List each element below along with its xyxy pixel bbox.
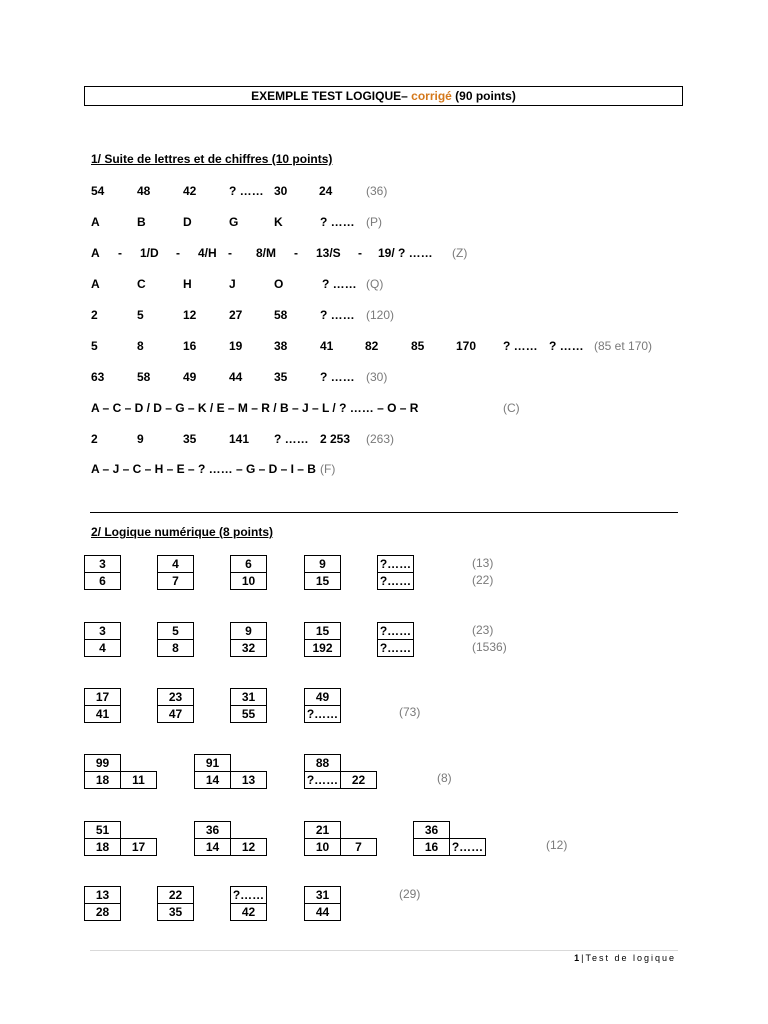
sequence-answer: (Q): [366, 277, 384, 291]
box-value: 12: [231, 839, 267, 856]
box-answer: (29): [399, 887, 421, 901]
number-box: [157, 622, 194, 657]
box-value: 9: [231, 623, 267, 640]
sequence-item: 16: [183, 339, 197, 353]
box-value: 41: [85, 706, 121, 723]
box-value: 11: [121, 772, 157, 789]
box-answer: (22): [472, 573, 494, 587]
box-value: 88: [305, 755, 341, 772]
box-value: 22: [158, 887, 194, 904]
box-value: 36: [414, 822, 450, 839]
box-value: 15: [305, 573, 341, 590]
box-value: 18: [85, 839, 121, 856]
sequence-item: 12: [183, 308, 197, 322]
box-value: 51: [85, 822, 121, 839]
box-value: 4: [85, 640, 121, 657]
sequence-item: A: [91, 215, 100, 229]
sequence-item: -: [294, 246, 298, 260]
sequence-item: 38: [274, 339, 288, 353]
box-value: 28: [85, 904, 121, 921]
box-value: ?……: [305, 706, 341, 723]
number-box: [230, 555, 267, 590]
sequence-item: K: [274, 215, 283, 229]
box-answer: (73): [399, 705, 421, 719]
section-divider: [90, 512, 678, 513]
box-value: ?……: [378, 623, 414, 640]
sequence-item: ? ……: [320, 215, 355, 229]
title-highlight: corrigé: [411, 89, 452, 103]
sequence-item: ? ……: [274, 432, 309, 446]
sequence-item: ? ……: [549, 339, 584, 353]
sequence-item: ? ……: [320, 370, 355, 384]
box-value: 36: [195, 822, 231, 839]
sequence-item: 63: [91, 370, 105, 384]
sequence-answer: (120): [366, 308, 395, 322]
sequence-item: -: [358, 246, 362, 260]
box-value: 3: [85, 623, 121, 640]
sequence-item: 58: [274, 308, 288, 322]
box-answer: (23): [472, 623, 494, 637]
number-box: [230, 622, 267, 657]
sequence-answer: (F): [320, 462, 336, 476]
box-value: 9: [305, 556, 341, 573]
box-answer: (13): [472, 556, 494, 570]
box-value: 44: [305, 904, 341, 921]
number-box: [304, 886, 341, 921]
box-value: ?……: [378, 640, 414, 657]
number-box: [194, 754, 267, 789]
sequence-item: 2: [91, 308, 98, 322]
box-value: 49: [305, 689, 341, 706]
number-box: [157, 886, 194, 921]
sequence-item: 85: [411, 339, 425, 353]
sequence-item: 5: [91, 339, 98, 353]
number-box: [84, 886, 121, 921]
page-footer: 1|Test de logique: [574, 953, 676, 963]
sequence-item: A: [91, 246, 100, 260]
sequence-item: 82: [365, 339, 379, 353]
sequence-answer: (85 et 170): [594, 339, 653, 353]
sequence-item: 24: [319, 184, 333, 198]
sequence-answer: (263): [366, 432, 395, 446]
sequence-item: 2 253: [320, 432, 351, 446]
sequence-answer: (Z): [452, 246, 468, 260]
box-value: 22: [341, 772, 377, 789]
box-value: 13: [231, 772, 267, 789]
sequence-item: D: [183, 215, 192, 229]
box-value: 47: [158, 706, 194, 723]
sequence-item: 5: [137, 308, 144, 322]
sequence-item: 48: [137, 184, 151, 198]
number-box: [157, 555, 194, 590]
number-box: [304, 555, 341, 590]
box-answer: (1536): [472, 640, 507, 654]
page-number: 1: [574, 953, 582, 963]
box-value: 31: [305, 887, 341, 904]
section2-heading: 2/ Logique numérique (8 points): [91, 525, 274, 539]
box-value: 4: [158, 556, 194, 573]
sequence-item: 13/S: [316, 246, 341, 260]
sequence-answer: (30): [366, 370, 388, 384]
sequence-item: 30: [274, 184, 288, 198]
sequence-item: 54: [91, 184, 105, 198]
sequence-item: 1/D: [140, 246, 159, 260]
box-value: 21: [305, 822, 341, 839]
box-value: 10: [231, 573, 267, 590]
sequence-item: B: [137, 215, 146, 229]
sequence-item: 141: [229, 432, 250, 446]
footer-label: Test de logique: [585, 953, 676, 963]
number-box: [84, 622, 121, 657]
sequence-item: 42: [183, 184, 197, 198]
sequence-item: A – J – C – H – E – ? …… – G – D – I – B: [91, 462, 316, 476]
box-value: 14: [195, 772, 231, 789]
sequence-answer: (36): [366, 184, 388, 198]
box-value: 192: [305, 640, 341, 657]
box-value: 32: [231, 640, 267, 657]
number-box: [84, 821, 157, 856]
box-value: 7: [341, 839, 377, 856]
sequence-item: 35: [274, 370, 288, 384]
box-value: 17: [121, 839, 157, 856]
number-box: [377, 622, 414, 657]
box-value: 10: [305, 839, 341, 856]
number-box: [304, 622, 341, 657]
sequence-item: H: [183, 277, 192, 291]
sequence-answer: (P): [366, 215, 382, 229]
box-value: 31: [231, 689, 267, 706]
box-value: 14: [195, 839, 231, 856]
box-value: 3: [85, 556, 121, 573]
number-box: [230, 886, 267, 921]
box-value: 8: [158, 640, 194, 657]
box-value: 7: [158, 573, 194, 590]
sequence-item: 41: [320, 339, 334, 353]
number-box: [84, 555, 121, 590]
box-value: 16: [414, 839, 450, 856]
sequence-item: 2: [91, 432, 98, 446]
number-box: [194, 821, 267, 856]
sequence-item: 19: [229, 339, 243, 353]
sequence-item: ? ……: [322, 277, 357, 291]
box-answer: (12): [546, 838, 568, 852]
box-value: 13: [85, 887, 121, 904]
section1-heading: 1/ Suite de lettres et de chiffres (10 points): [91, 152, 333, 166]
box-answer: (8): [437, 771, 452, 785]
box-value: ?……: [378, 573, 414, 590]
box-value: ?……: [305, 772, 341, 789]
sequence-item: -: [228, 246, 232, 260]
box-value: 99: [85, 755, 121, 772]
number-box: [84, 754, 157, 789]
number-box: [413, 821, 486, 856]
box-value: 23: [158, 689, 194, 706]
box-value: 18: [85, 772, 121, 789]
sequence-item: 58: [137, 370, 151, 384]
sequence-item: 19/ ? ……: [378, 246, 433, 260]
sequence-item: 8: [137, 339, 144, 353]
box-value: ?……: [231, 887, 267, 904]
sequence-item: A: [91, 277, 100, 291]
sequence-item: 170: [456, 339, 477, 353]
sequence-item: 49: [183, 370, 197, 384]
box-value: ?……: [378, 556, 414, 573]
number-box: [230, 688, 267, 723]
box-value: 55: [231, 706, 267, 723]
number-box: [304, 754, 377, 789]
number-box: [304, 821, 377, 856]
box-value: 15: [305, 623, 341, 640]
box-value: 42: [231, 904, 267, 921]
number-box: [84, 688, 121, 723]
sequence-item: ? ……: [503, 339, 538, 353]
box-value: 5: [158, 623, 194, 640]
sequence-item: -: [118, 246, 122, 260]
sequence-item: 44: [229, 370, 243, 384]
sequence-answer: (C): [503, 401, 520, 415]
box-value: 91: [195, 755, 231, 772]
sequence-item: O: [274, 277, 284, 291]
number-box: [377, 555, 414, 590]
sequence-item: 35: [183, 432, 197, 446]
sequence-item: ? ……: [320, 308, 355, 322]
sequence-item: A – C – D / D – G – K / E – M – R / B – J – L / ? …… – O – R: [91, 401, 419, 415]
sequence-item: ? ……: [229, 184, 264, 198]
sequence-item: C: [137, 277, 146, 291]
sequence-item: J: [229, 277, 236, 291]
sequence-item: -: [176, 246, 180, 260]
box-value: 17: [85, 689, 121, 706]
footer-divider: [90, 950, 678, 951]
box-value: ?……: [450, 839, 486, 856]
sequence-item: 27: [229, 308, 243, 322]
box-value: 35: [158, 904, 194, 921]
sequence-item: 8/M: [256, 246, 277, 260]
sequence-item: G: [229, 215, 239, 229]
box-value: 6: [231, 556, 267, 573]
sequence-item: 4/H: [198, 246, 217, 260]
number-box: [304, 688, 341, 723]
sequence-item: 9: [137, 432, 144, 446]
box-value: 6: [85, 573, 121, 590]
number-box: [157, 688, 194, 723]
document-title: EXEMPLE TEST LOGIQUE– corrigé (90 points): [84, 86, 683, 106]
